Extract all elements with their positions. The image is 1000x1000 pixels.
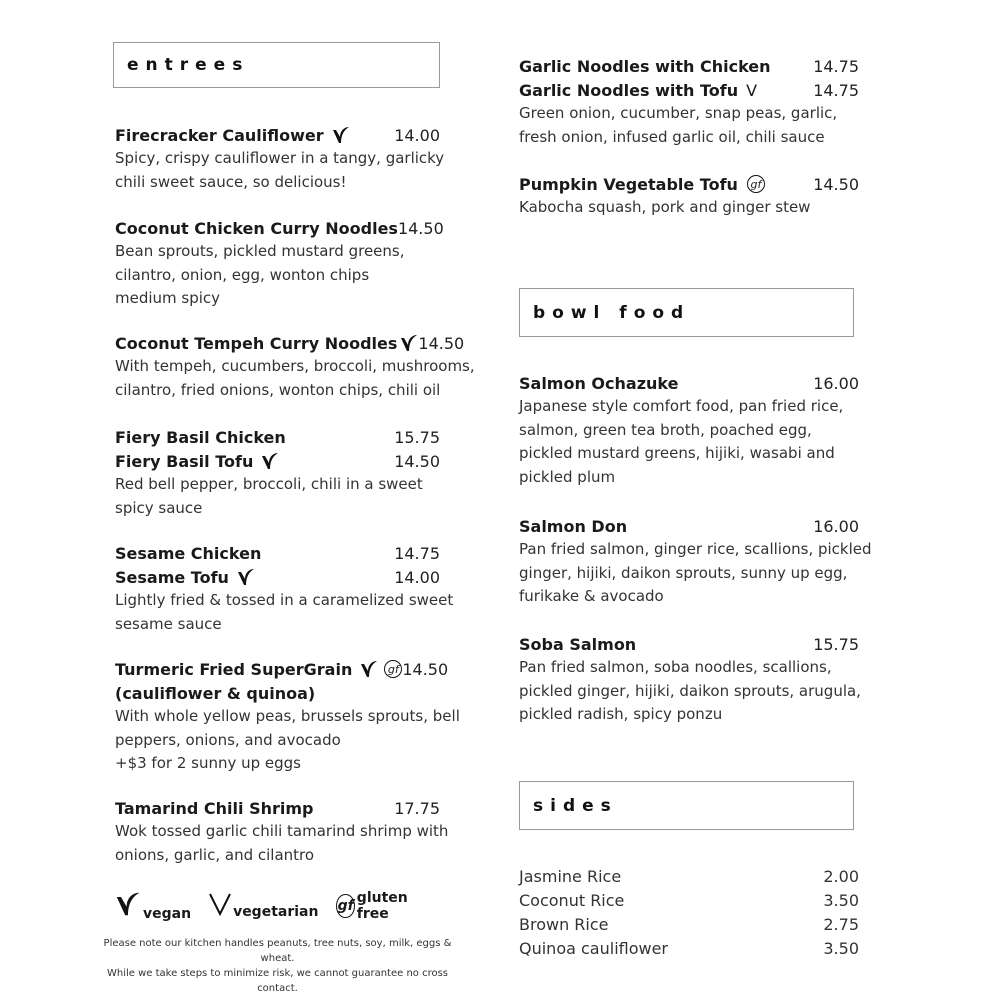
item-price: 15.75 xyxy=(394,427,440,447)
menu-item-salmon-don xyxy=(519,514,872,609)
item-price: 14.50 xyxy=(418,333,465,353)
item-price: 14.50 xyxy=(397,218,444,238)
entrees-section-header xyxy=(113,42,440,88)
item-description: Green onion, cucumber, snap peas, garlic, fresh onion, infused garlic oil, chili sauce xyxy=(519,104,838,146)
item-name: Turmeric Fried SuperGrain xyxy=(115,659,353,679)
item-name: Tamarind Chili Shrimp xyxy=(115,798,314,818)
item-price: 14.50 xyxy=(402,659,449,679)
vegan-leaf-icon xyxy=(115,890,141,922)
menu-item-salmon-ochazuke xyxy=(519,371,859,489)
item-description: With tempeh, cucumbers, broccoli, mushrooms, cilantro, fried onions, wonton chips, chili oil xyxy=(115,357,475,399)
section-title: sides xyxy=(533,795,618,816)
item-description: Wok tossed garlic chili tamarind shrimp with onions, garlic, and cilantro xyxy=(115,822,449,864)
menu-item-soba-salmon xyxy=(519,632,859,727)
side-name: Brown Rice xyxy=(519,914,609,934)
side-name: Jasmine Rice xyxy=(519,866,622,886)
gluten-free-icon: gf xyxy=(336,894,354,918)
item-description: Red bell pepper, broccoli, chili in a sweet spicy sauce xyxy=(115,475,423,517)
legend-vegetarian xyxy=(209,892,318,920)
sides-list xyxy=(519,864,859,960)
menu-item-coconut-chicken-curry-noodles xyxy=(115,216,444,311)
item-name: Coconut Chicken Curry Noodles xyxy=(115,218,398,238)
item-price-variant: 14.75 xyxy=(813,80,859,100)
item-description: Lightly fried & tossed in a caramelized sweet sesame sauce xyxy=(115,591,454,633)
menu-item-garlic-noodles xyxy=(519,54,859,149)
vegan-leaf-icon xyxy=(332,125,350,145)
item-price: 16.00 xyxy=(813,373,859,393)
list-item xyxy=(519,936,859,960)
bowl-food-section-header xyxy=(519,288,854,337)
menu-item-coconut-tempeh-curry-noodles xyxy=(115,331,475,402)
item-name: Pumpkin Vegetable Tofu xyxy=(519,174,738,194)
item-name: Sesame Chicken xyxy=(115,543,262,563)
legend-gluten-free xyxy=(336,890,422,922)
item-price-variant: 14.00 xyxy=(394,567,440,587)
menu-item-tamarind-chili-shrimp xyxy=(115,796,449,867)
item-name-variant: Sesame Tofu xyxy=(115,567,229,587)
vegan-leaf-icon xyxy=(360,659,378,679)
vegetarian-v-icon xyxy=(209,892,231,920)
legend-gluten-free-label: gluten free xyxy=(356,890,408,922)
item-price: 14.00 xyxy=(394,125,440,145)
dietary-legend xyxy=(115,890,440,922)
vegetarian-v-icon: V xyxy=(746,80,758,100)
sides-section-header xyxy=(519,781,854,830)
item-price: 14.75 xyxy=(394,543,440,563)
item-price: 15.75 xyxy=(813,634,859,654)
legend-vegan-label: vegan xyxy=(143,906,192,922)
legend-vegan xyxy=(115,890,191,922)
item-name-line2: (cauliflower & quinoa) xyxy=(115,683,316,703)
item-name-variant: Fiery Basil Tofu xyxy=(115,451,254,471)
legend-vegetarian-label: vegetarian xyxy=(233,904,319,920)
item-name: Firecracker Cauliflower xyxy=(115,125,324,145)
item-description: Pan fried salmon, soba noodles, scallions, pickled ginger, hijiki, daikon sprouts, arugula, pickled radish, spicy ponzu xyxy=(519,658,861,723)
item-price-variant: 14.50 xyxy=(394,451,440,471)
section-title: bowl food xyxy=(533,302,691,323)
menu-item-pumpkin-vegetable-tofu xyxy=(519,172,859,220)
item-name: Coconut Tempeh Curry Noodles xyxy=(115,333,398,353)
item-price: 17.75 xyxy=(394,798,440,818)
vegan-leaf-icon xyxy=(400,333,418,353)
list-item xyxy=(519,912,859,936)
item-name: Garlic Noodles with Chicken xyxy=(519,56,771,76)
menu-item-sesame xyxy=(115,541,454,636)
item-name: Soba Salmon xyxy=(519,634,637,654)
side-price: 3.50 xyxy=(823,938,859,958)
gluten-free-icon: gf xyxy=(747,175,765,193)
gluten-free-icon: gf xyxy=(384,660,402,678)
side-price: 2.75 xyxy=(823,914,859,934)
item-description: Kabocha squash, pork and ginger stew xyxy=(519,198,811,216)
item-name: Salmon Ochazuke xyxy=(519,373,679,393)
list-item xyxy=(519,864,859,888)
vegan-leaf-icon xyxy=(237,567,255,587)
item-price: 16.00 xyxy=(813,516,859,536)
section-title: entrees xyxy=(127,55,250,75)
item-description: Pan fried salmon, ginger rice, scallions, pickled ginger, hijiki, daikon sprouts, sunny up egg, furikake & avocado xyxy=(519,540,872,605)
item-name: Salmon Don xyxy=(519,516,628,536)
menu-item-turmeric-fried-supergrain xyxy=(115,657,460,776)
item-price: 14.50 xyxy=(813,174,859,194)
side-price: 3.50 xyxy=(823,890,859,910)
item-name: Fiery Basil Chicken xyxy=(115,427,286,447)
item-description: Bean sprouts, pickled mustard greens, cilantro, onion, egg, wonton chips medium spicy xyxy=(115,242,405,307)
allergy-notice: Please note our kitchen handles peanuts, tree nuts, soy, milk, eggs & wheat. While we take steps to minimize risk, we cannot guarantee no cross contact. xyxy=(103,938,452,994)
list-item xyxy=(519,888,859,912)
side-name: Coconut Rice xyxy=(519,890,625,910)
item-description: Japanese style comfort food, pan fried rice, salmon, green tea broth, poached egg, pickled mustard greens, hijiki, wasabi and pickled plum xyxy=(519,397,844,486)
menu-item-firecracker-cauliflower xyxy=(115,123,445,194)
menu-item-fiery-basil xyxy=(115,425,440,520)
vegan-leaf-icon xyxy=(261,451,279,471)
side-name: Quinoa cauliflower xyxy=(519,938,669,958)
item-description: Spicy, crispy cauliflower in a tangy, garlicky chili sweet sauce, so delicious! xyxy=(115,149,445,191)
item-name-variant: Garlic Noodles with Tofu xyxy=(519,80,739,100)
item-price: 14.75 xyxy=(813,56,859,76)
item-description: With whole yellow peas, brussels sprouts, bell peppers, onions, and avocado +$3 for 2 sunny up eggs xyxy=(115,707,460,772)
side-price: 2.00 xyxy=(823,866,859,886)
